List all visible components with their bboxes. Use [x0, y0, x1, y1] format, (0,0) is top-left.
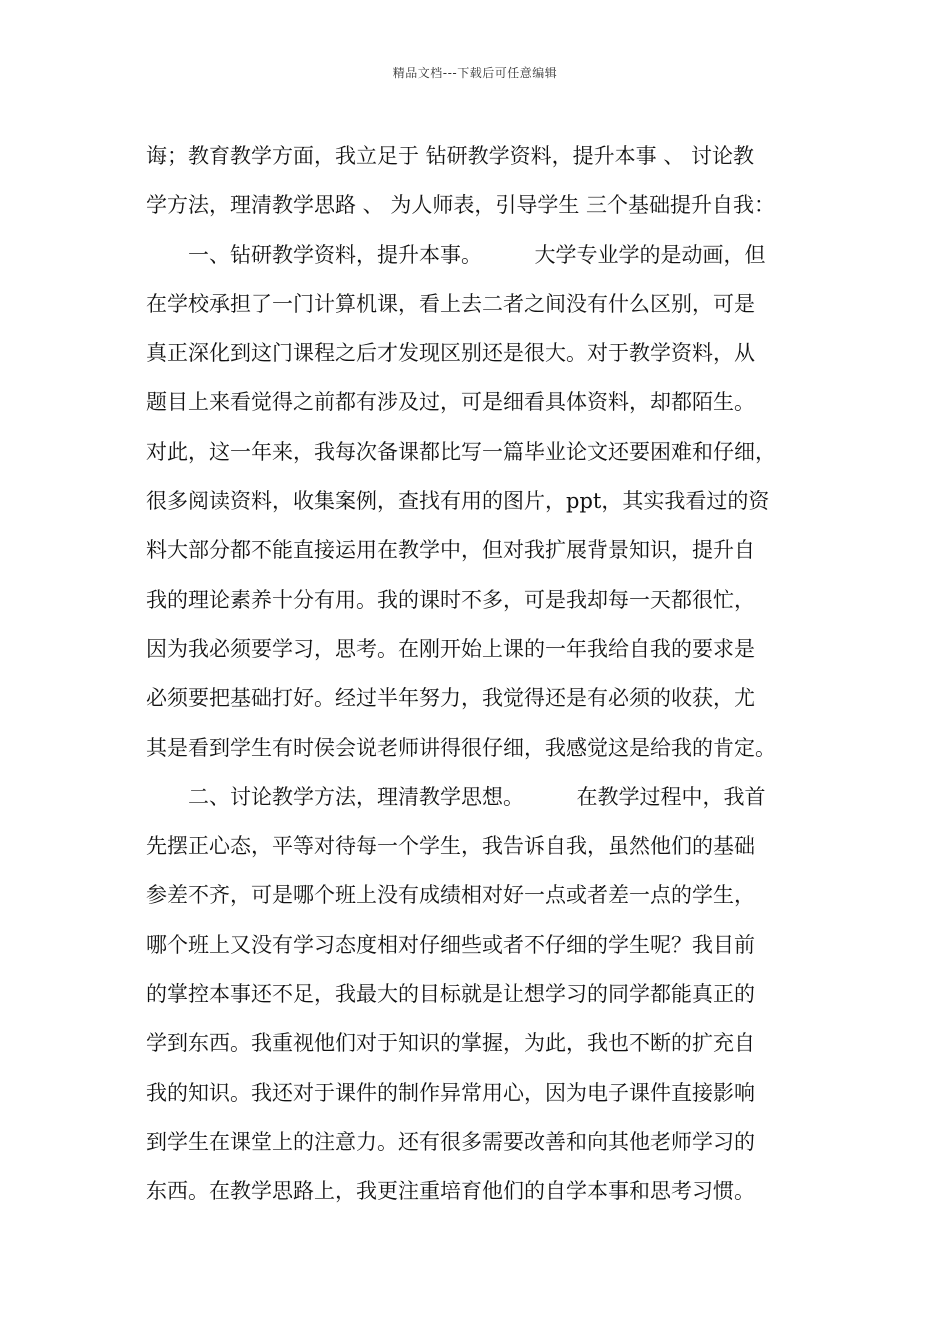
text-line: 我的知识。我还对于课件的制作异常用心，因为电子课件直接影响 — [146, 1080, 755, 1105]
text-line: 哪个班上又没有学习态度相对仔细些或者不仔细的学生呢？我目前 — [146, 932, 755, 957]
paragraph-heading-line: 二、讨论教学方法，理清教学思想。 在教学过程中，我首 — [146, 784, 766, 809]
text-line: 对此，这一年来，我每次备课都比写一篇毕业论文还要困难和仔细， — [146, 439, 776, 464]
paragraph-heading-line: 一、钻研教学资料，提升本事。 大学专业学的是动画，但 — [146, 242, 766, 267]
text-line: 必须要把基础打好。经过半年努力，我觉得还是有必须的收获，尤 — [146, 686, 755, 711]
text-line: 真正深化到这门课程之后才发现区别还是很大。对于教学资料，从 — [146, 341, 755, 366]
body-text — [146, 132, 826, 1217]
text-line: 参差不齐，可是哪个班上没有成绩相对好一点或者差一点的学生， — [146, 883, 755, 908]
text-line: 很多阅读资料，收集案例，查找有用的图片，ppt，其实我看过的资 — [146, 489, 770, 514]
text-line: 料大部分都不能直接运用在教学中，但对我扩展背景知识，提升自 — [146, 538, 755, 563]
text-line: 到学生在课堂上的注意力。还有很多需要改善和向其他老师学习的 — [146, 1129, 755, 1154]
text-line: 诲；教育教学方面，我立足于 钻研教学资料，提升本事 、 讨论教 — [146, 144, 755, 168]
text-line: 先摆正心态，平等对待每一个学生，我告诉自我，虽然他们的基础 — [146, 834, 755, 859]
text-line: 我的理论素养十分有用。我的课时不多，可是我却每一天都很忙， — [146, 587, 755, 612]
text-line: 题目上来看觉得之前都有涉及过，可是细看具体资料，却都陌生。 — [146, 390, 755, 415]
text-line: 其是看到学生有时侯会说老师讲得很仔细，我感觉这是给我的肯定。 — [146, 735, 776, 760]
text-line: 学到东西。我重视他们对于知识的掌握，为此，我也不断的扩充自 — [146, 1031, 755, 1056]
text-line: 东西。在教学思路上，我更注重培育他们的自学本事和思考习惯。 — [146, 1179, 755, 1204]
page-header: 精品文档---下载后可任意编辑 — [392, 66, 558, 80]
text-line: 学方法，理清教学思路 、 为人师表，引导学生 三个基础提升自我： — [146, 193, 776, 218]
text-line: 在学校承担了一门计算机课，看上去二者之间没有什么区别，可是 — [146, 291, 755, 316]
text-line: 因为我必须要学习，思考。在刚开始上课的一年我给自我的要求是 — [146, 636, 755, 661]
text-line: 的掌控本事还不足，我最大的目标就是让想学习的同学都能真正的 — [146, 982, 755, 1007]
